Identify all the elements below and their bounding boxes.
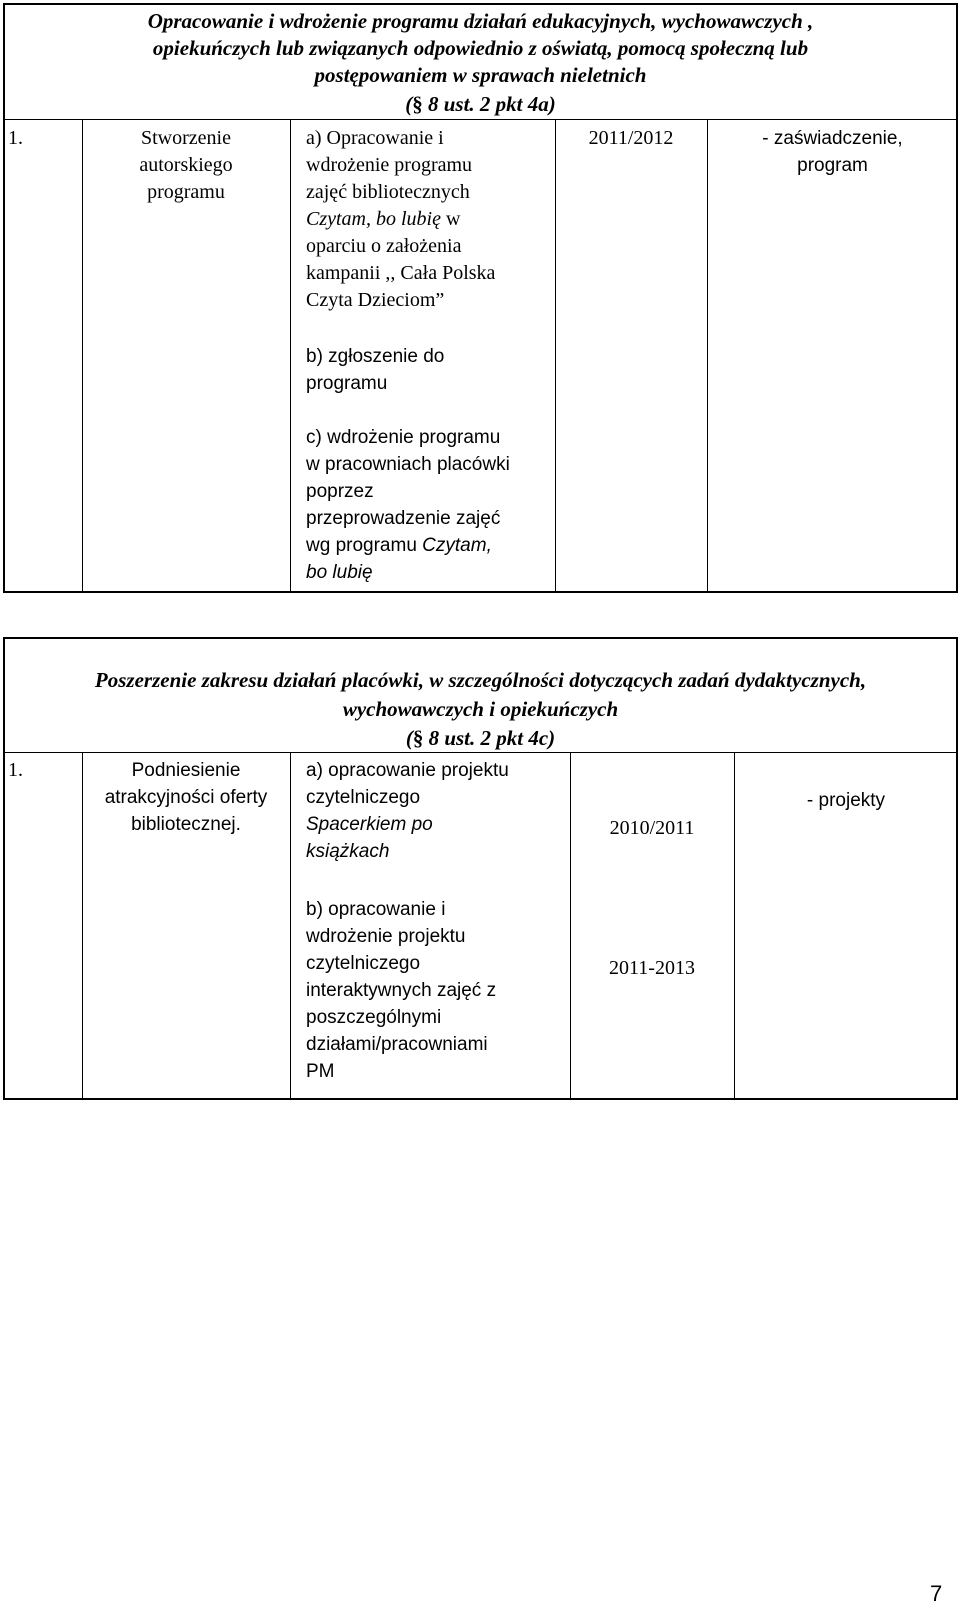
offer-title-line-3: bibliotecznej. (131, 814, 241, 835)
table-1-header-divider (4, 119, 957, 120)
program-name: Czytam, bo lubię (306, 208, 441, 230)
section-1-header-line-2: opiekuńczych lub związanych odpowiednio z oświatą, pomocą społeczną lub (152, 36, 809, 60)
task-a-line-6: kampanii ,, Cała Polska (306, 262, 496, 284)
project-task-b-line-4: interaktywnych zajęć z (306, 980, 497, 1001)
program-name-c: Czytam, (422, 535, 492, 556)
table-1-col-sep-4 (707, 119, 708, 592)
table-1-col-sep-2 (290, 119, 291, 592)
offer-title-line-2: atrakcyjności oferty (104, 787, 268, 808)
row-number-2: 1. (8, 759, 23, 781)
task-c-line-5-plain: wg programu (306, 535, 423, 556)
section-2-header-line-2: wychowawczych i opiekuńczych (342, 697, 619, 721)
task-c-line-5 (306, 532, 492, 559)
project-task-b-line-7: PM (306, 1061, 335, 1082)
evidence-2: - projekty (806, 790, 886, 811)
project-task-b-line-2: wdrożenie projektu (306, 926, 466, 947)
project-task-b-line-5: poszczególnymi (306, 1007, 442, 1028)
task-b-line-2: programu (306, 373, 388, 394)
section-2-header-line-1: Poszerzenie zakresu działań placówki, w szczególności dotyczących zadań dydaktycznych, (94, 668, 867, 692)
paragraph-sign: § (412, 92, 423, 116)
project-task-b-line-3: czytelniczego (306, 953, 421, 974)
task-b-line-1: b) zgłoszenie do (306, 346, 445, 367)
task-a-line-5: oparciu o założenia (306, 235, 462, 257)
ref-open-2: ( (405, 726, 413, 750)
section-1-header-line-3: postępowaniem w sprawach nieletnich (314, 63, 647, 87)
task-c-line-1: c) wdrożenie programu (306, 427, 501, 448)
term: 2011/2012 (588, 127, 674, 149)
task-c-line-3: poprzez (306, 481, 374, 502)
paragraph-sign-2: § (412, 726, 424, 750)
program-title-line-2: autorskiego (139, 154, 233, 176)
task-a-line-2: wdrożenie programu (306, 154, 473, 176)
table-2-col-sep-3 (570, 752, 571, 1099)
section-1-header-line-1: Opracowanie i wdrożenie programu działań edukacyjnych, wychowawczych , (147, 9, 814, 33)
project-task-a-line-1: a) opracowanie projektu (306, 760, 509, 781)
task-c-line-4: przeprowadzenie zajęć (306, 508, 501, 529)
table-1-col-sep-3 (555, 119, 556, 592)
project-task-a-line-4: książkach (306, 841, 390, 862)
task-a-line-4-rest: w (441, 208, 461, 230)
task-a-line-7: Czyta Dzieciom” (306, 289, 445, 311)
project-task-b-line-1: b) opracowanie i (306, 899, 446, 920)
ref-text: 8 ust. 2 pkt 4a) (422, 92, 556, 116)
table-2-col-sep-2 (290, 752, 291, 1099)
ref-text-2: 8 ust. 2 pkt 4c) (423, 726, 556, 750)
task-c-line-6: bo lubię (306, 562, 373, 583)
task-c-line-2: w pracowniach placówki (306, 454, 510, 475)
ref-open: ( (405, 92, 413, 116)
program-title-line-3: programu (147, 181, 225, 203)
section-2-header-reference (3, 725, 958, 751)
task-a-line-4 (306, 206, 460, 233)
project-task-a-line-3: Spacerkiem po (306, 814, 433, 835)
table-2-header-divider (4, 752, 957, 753)
project-task-a-line-2: czytelniczego (306, 787, 421, 808)
section-1-header-reference (3, 91, 958, 117)
task-a-line-1: a) Opracowanie i (306, 127, 444, 149)
task-a-line-3: zajęć bibliotecznych (306, 181, 470, 203)
term-a: 2010/2011 (609, 817, 695, 839)
evidence-line-1: - zaświadczenie, (762, 128, 903, 149)
evidence-line-2: program (797, 155, 868, 176)
project-task-b-line-6: działami/pracowniami (306, 1034, 488, 1055)
offer-title-line-1: Podniesienie (131, 760, 241, 781)
term-b: 2011-2013 (609, 957, 695, 979)
page-number: 7 (930, 1581, 943, 1606)
row-number: 1. (8, 127, 23, 149)
program-title-line-1: Stworzenie (141, 127, 231, 149)
